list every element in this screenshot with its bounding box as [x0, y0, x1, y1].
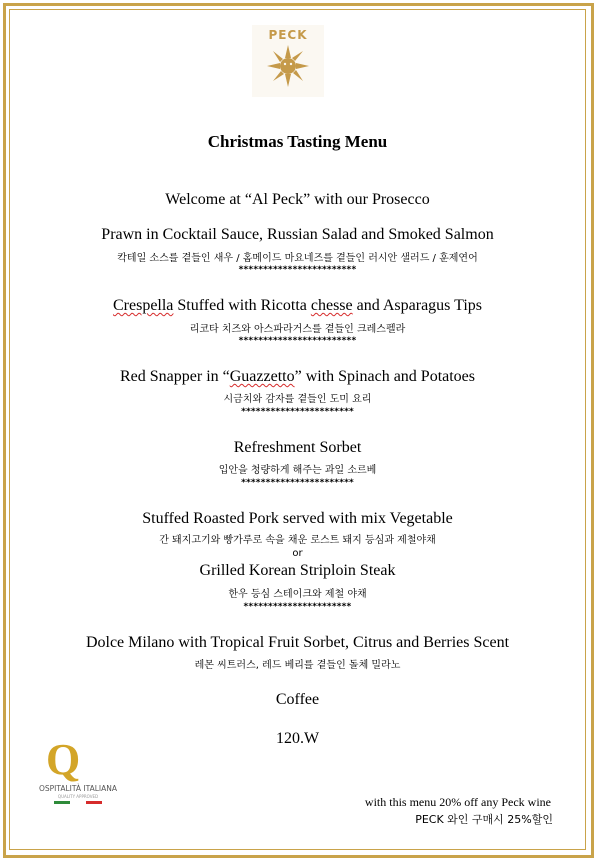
coffee-line: Coffee	[275, 691, 320, 708]
course-6-en: Dolce Milano with Tropical Fruit Sorbet, Citrus and Berries Scent	[85, 634, 510, 651]
course-4-ko: 입안을 청량하게 해주는 과일 소르베	[218, 465, 377, 476]
partner-logo-name: OSPITALITÀ ITALIANA	[38, 784, 118, 793]
footer-note-en: with this menu 20% off any Peck wine	[364, 795, 551, 809]
flag-white	[70, 801, 86, 804]
course-3-ko: 시금치와 감자를 곁들인 도미 요리	[223, 394, 372, 405]
italian-flag-stripe	[54, 801, 102, 804]
course-5-or: or	[292, 548, 303, 559]
course-3-en	[14, 368, 581, 386]
course-5-ko-alt: 한우 등심 스테이크와 제철 야채	[228, 589, 367, 600]
course-2-text-b: Stuffed with Ricotta	[173, 297, 311, 314]
menu-page	[14, 14, 581, 845]
flag-red	[86, 801, 102, 804]
course-2-ko: 리코타 치즈와 아스파라거스를 곁들인 크레스펠라	[189, 324, 406, 335]
course-2-en	[14, 297, 581, 315]
course-4-divider: ***********************	[241, 478, 354, 488]
price-line: 120.W	[275, 730, 320, 747]
course-3-text-c: ” with Spinach and Potatoes	[294, 368, 476, 385]
q-letter: Q	[46, 735, 81, 784]
course-3-divider: ***********************	[241, 407, 354, 417]
course-3-text-a: Red Snapper in “	[119, 368, 230, 385]
course-3-word-guazzetto: Guazzetto	[229, 368, 295, 385]
course-5-ko: 간 돼지고기와 빵가루로 속을 채운 로스트 돼지 등심과 제철야채	[159, 535, 436, 546]
course-5-en: Stuffed Roasted Pork served with mix Vegetable	[142, 510, 453, 527]
course-6-ko: 레몬 씨트러스, 레드 베리를 곁들인 돌체 밀라노	[194, 660, 401, 671]
ospitalita-italiana-logo	[36, 735, 126, 808]
course-1-divider: ************************	[238, 265, 357, 275]
footer-note-ko: PECK 와인 구매시 25%할인	[415, 813, 553, 826]
peck-logo-word: PECK	[268, 28, 308, 42]
course-2-word-chesse: chesse	[310, 297, 353, 314]
course-1-ko: 칵테일 소스를 곁들인 새우 / 홈메이드 마요네즈를 곁들인 러시안 샐러드 / 훈제연어	[117, 253, 478, 264]
partner-logo-tagline: QUALITY APPROVED	[57, 794, 99, 799]
course-2-divider: ************************	[238, 336, 357, 346]
course-5-en-alt: Grilled Korean Striploin Steak	[199, 562, 396, 579]
menu-title: Christmas Tasting Menu	[207, 132, 388, 151]
course-5-divider: **********************	[243, 602, 352, 612]
course-1-en: Prawn in Cocktail Sauce, Russian Salad and Smoked Salmon	[101, 226, 494, 243]
welcome-line: Welcome at “Al Peck” with our Prosecco	[165, 191, 430, 208]
flag-green	[54, 801, 70, 804]
course-4-en: Refreshment Sorbet	[233, 439, 362, 456]
course-2-text-d: and Asparagus Tips	[352, 297, 482, 314]
course-2-word-crespella: Crespella	[112, 297, 174, 314]
